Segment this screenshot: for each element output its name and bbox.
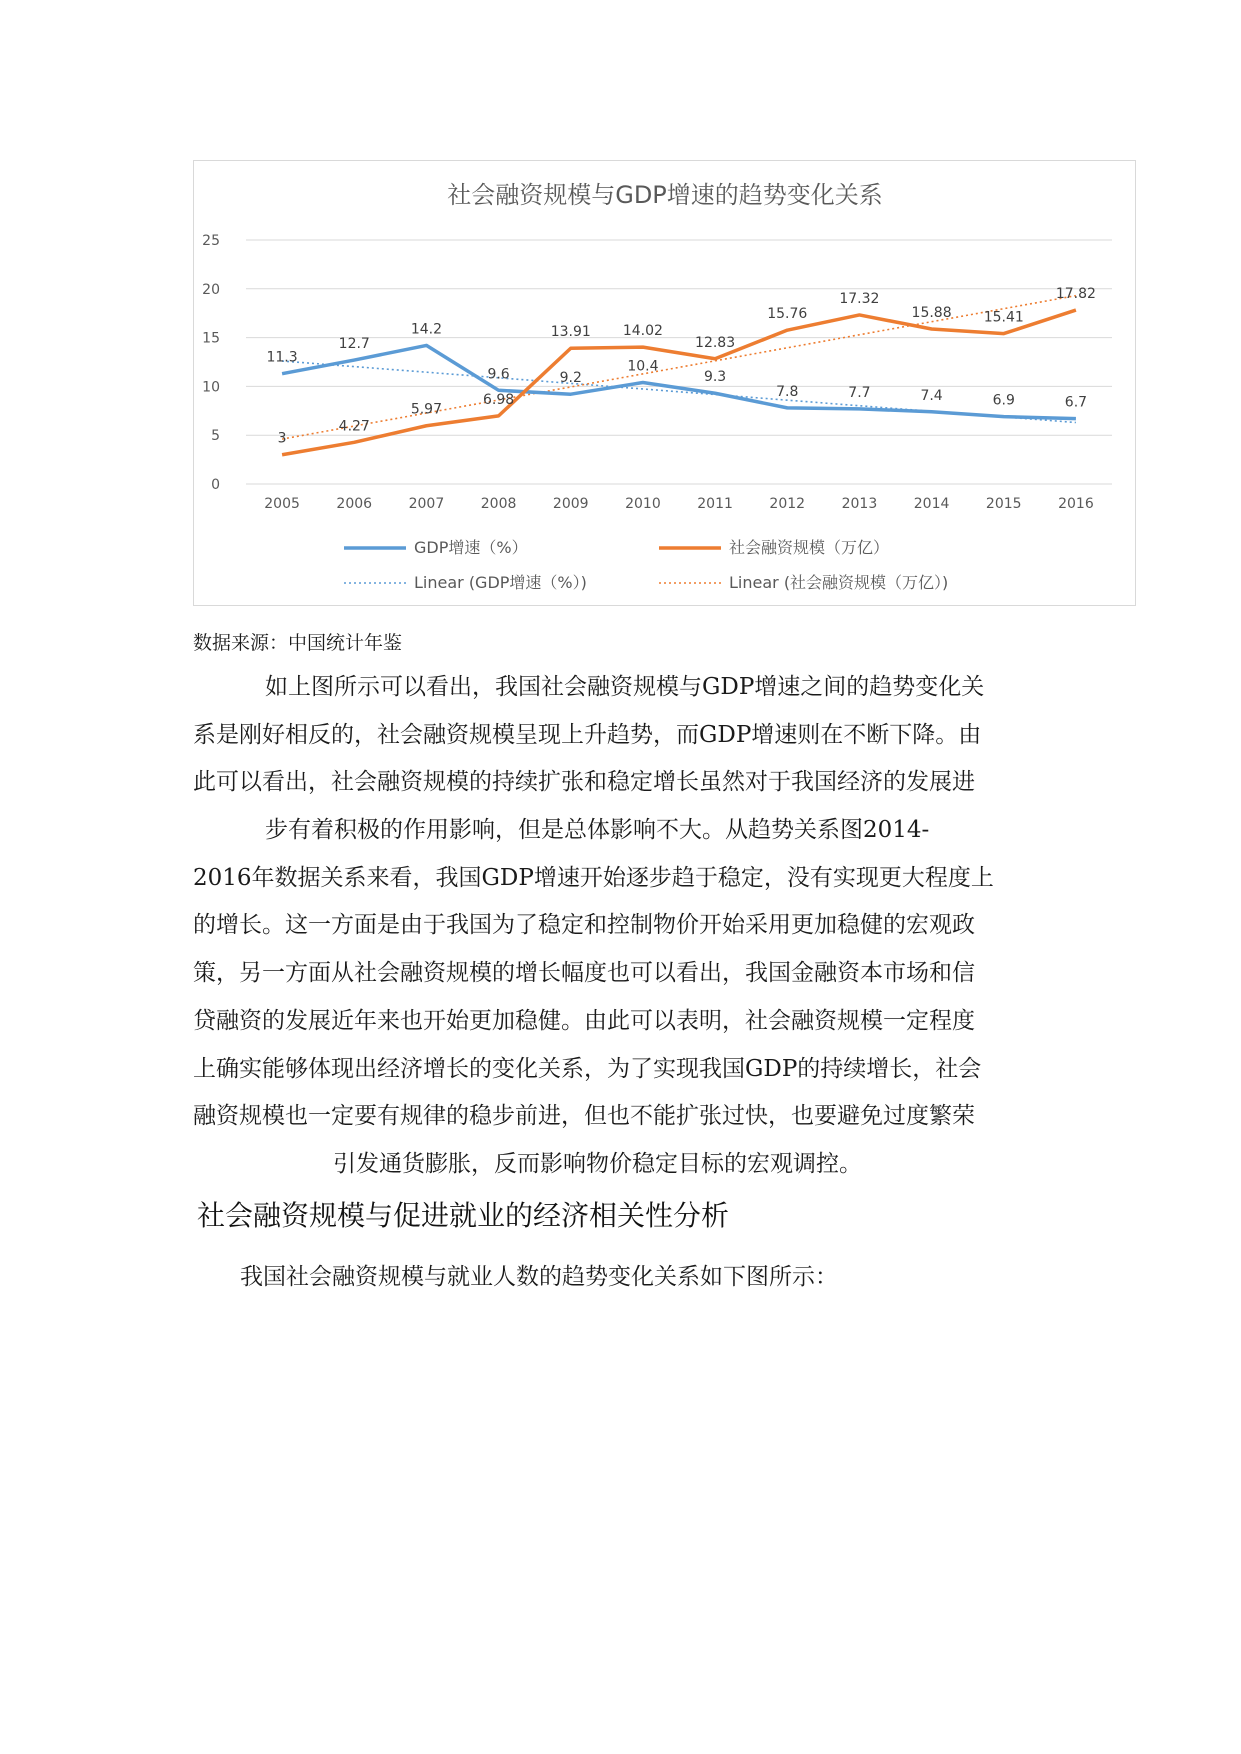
data-label: 17.82 bbox=[1055, 286, 1096, 303]
x-tick-label: 2008 bbox=[480, 496, 517, 512]
x-tick-label: 2016 bbox=[1058, 496, 1094, 512]
paragraph-line: 2016年数据关系来看，我国GDP增速开始逐步趋于稳定，没有实现更大程度上 bbox=[193, 865, 994, 891]
legend-label: Linear (社会融资规模（万亿）) bbox=[729, 573, 949, 592]
data-label: 11.3 bbox=[266, 349, 298, 366]
x-tick-label: 2010 bbox=[625, 496, 661, 512]
paragraph-line: 上确实能够体现出经济增长的变化关系，为了实现我国GDP的持续增长，社会 bbox=[193, 1056, 982, 1082]
series-line bbox=[282, 345, 1076, 418]
data-label: 7.8 bbox=[776, 383, 799, 400]
data-label: 9.3 bbox=[703, 369, 727, 386]
data-label: 9.2 bbox=[559, 370, 582, 387]
chart-source-caption: 数据来源：中国统计年鉴 bbox=[193, 632, 403, 654]
paragraph-line: 引发通货膨胀，反而影响物价稳定目标的宏观调控。 bbox=[333, 1151, 862, 1177]
data-label: 3 bbox=[277, 430, 287, 447]
data-label: 15.41 bbox=[983, 309, 1024, 326]
data-label: 5.97 bbox=[410, 401, 443, 418]
section-heading: 社会融资规模与促进就业的经济相关性分析 bbox=[197, 1199, 730, 1232]
data-label: 12.7 bbox=[338, 336, 370, 353]
y-tick-label: 15 bbox=[202, 330, 220, 347]
series-line bbox=[282, 310, 1076, 455]
chart-container bbox=[193, 160, 1136, 606]
y-tick-label: 25 bbox=[202, 233, 220, 249]
line-chart bbox=[194, 161, 1137, 607]
data-label: 4.27 bbox=[338, 418, 370, 435]
paragraph-intro: 我国社会融资规模与就业人数的趋势变化关系如下图所示： bbox=[240, 1264, 838, 1290]
x-tick-label: 2012 bbox=[769, 496, 806, 512]
x-tick-label: 2015 bbox=[985, 496, 1022, 512]
data-label: 15.88 bbox=[911, 305, 952, 322]
paragraph-line: 此可以看出，社会融资规模的持续扩张和稳定增长虽然对于我国经济的发展进 bbox=[193, 769, 975, 795]
y-tick-label: 20 bbox=[202, 281, 220, 298]
data-label: 9.6 bbox=[487, 366, 510, 383]
paragraph-line: 的增长。这一方面是由于我国为了稳定和控制物价开始采用更加稳健的宏观政 bbox=[193, 912, 975, 938]
x-tick-label: 2005 bbox=[264, 496, 300, 512]
legend-label: 社会融资规模（万亿） bbox=[729, 538, 890, 557]
paragraph-line: 融资规模也一定要有规律的稳步前进，但也不能扩张过快，也要避免过度繁荣 bbox=[193, 1103, 975, 1129]
legend-label: GDP增速（%） bbox=[414, 538, 528, 557]
chart-title: 社会融资规模与GDP增速的趋势变化关系 bbox=[447, 181, 883, 209]
data-label: 7.4 bbox=[920, 387, 943, 404]
data-label: 12.83 bbox=[695, 334, 736, 351]
x-tick-label: 2014 bbox=[913, 496, 950, 512]
data-label: 6.9 bbox=[992, 392, 1015, 409]
data-label: 7.7 bbox=[848, 384, 871, 401]
x-tick-label: 2011 bbox=[697, 496, 733, 512]
data-label: 14.2 bbox=[410, 321, 443, 338]
data-label: 6.7 bbox=[1064, 394, 1088, 411]
data-label: 17.32 bbox=[839, 290, 880, 307]
paragraph-line: 如上图所示可以看出，我国社会融资规模与GDP增速之间的趋势变化关 bbox=[265, 674, 985, 700]
trendline bbox=[282, 296, 1076, 439]
y-tick-label: 5 bbox=[211, 428, 220, 445]
y-tick-label: 0 bbox=[211, 477, 220, 493]
legend-label: Linear (GDP增速（%）) bbox=[414, 573, 587, 592]
paragraph-line: 系是刚好相反的，社会融资规模呈现上升趋势，而GDP增速则在不断下降。由 bbox=[193, 722, 982, 748]
data-label: 10.4 bbox=[627, 358, 659, 375]
data-label: 13.91 bbox=[550, 324, 591, 341]
x-tick-label: 2013 bbox=[841, 496, 878, 512]
y-tick-label: 10 bbox=[202, 379, 220, 396]
data-label: 6.98 bbox=[482, 391, 515, 408]
paragraph-line: 贷融资的发展近年来也开始更加稳健。由此可以表明，社会融资规模一定程度 bbox=[193, 1008, 975, 1034]
x-tick-label: 2006 bbox=[336, 496, 373, 512]
data-label: 15.76 bbox=[767, 306, 808, 323]
paragraph-line: 步有着积极的作用影响，但是总体影响不大。从趋势关系图2014- bbox=[265, 817, 930, 843]
x-tick-label: 2009 bbox=[552, 496, 589, 512]
data-label: 14.02 bbox=[622, 323, 663, 340]
x-tick-label: 2007 bbox=[408, 496, 445, 512]
paragraph-line: 策，另一方面从社会融资规模的增长幅度也可以看出，我国金融资本市场和信 bbox=[193, 960, 975, 986]
